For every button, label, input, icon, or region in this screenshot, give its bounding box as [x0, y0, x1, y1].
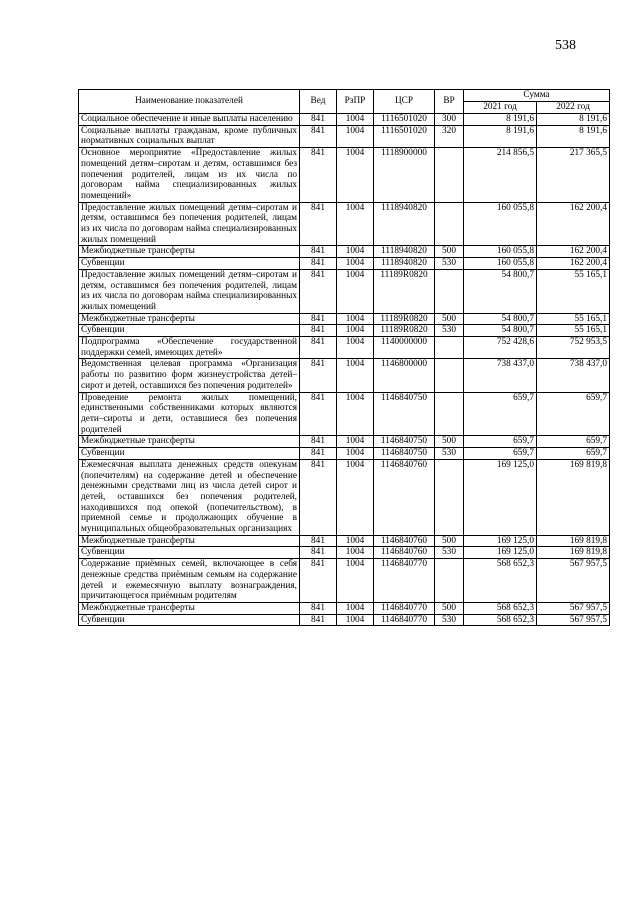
row-name: Предоставление жилых помещений детям–сиротам и детям, оставшимся без попечения родителей, лицам из их числа по договорам найма специализированных жилых помещений — [79, 202, 300, 246]
row-sum-2022: 567 957,5 — [537, 602, 610, 614]
budget-table — [78, 89, 610, 626]
row-sum-2022: 659,7 — [537, 392, 610, 436]
row-sum-2021: 752 428,6 — [464, 337, 537, 359]
header-year-2022: 2022 год — [537, 102, 610, 114]
row-name: Подпрограмма «Обеспечение государственной поддержки семей, имеющих детей» — [79, 337, 300, 359]
row-vr — [435, 148, 464, 203]
table-row — [79, 559, 610, 603]
header-rzpr: РзПР — [337, 90, 374, 114]
row-ved: 841 — [300, 535, 337, 547]
row-rzpr: 1004 — [337, 614, 374, 626]
row-rzpr: 1004 — [337, 246, 374, 258]
table-row — [79, 436, 610, 448]
row-name: Ежемесячная выплата денежных средств опекунам (попечителям) на содержание детей и обеспечение денежными средствами лиц из числа детей сирот и детей, оставшихся без попечения родителей, находившихся под опекой (попечительством), в приемной семье и продолжающих обучение в муниципальных общеобразовательных организациях — [79, 459, 300, 535]
row-rzpr: 1004 — [337, 535, 374, 547]
row-vr: 530 — [435, 547, 464, 559]
row-ved: 841 — [300, 392, 337, 436]
row-sum-2021: 659,7 — [464, 436, 537, 448]
row-vr — [435, 269, 464, 313]
row-csr: 1118900000 — [374, 148, 435, 203]
row-csr: 1146840750 — [374, 448, 435, 460]
row-ved: 841 — [300, 448, 337, 460]
header-csr: ЦСР — [374, 90, 435, 114]
row-name: Социальные выплаты гражданам, кроме публичных нормативных социальных выплат — [79, 125, 300, 147]
row-sum-2022: 752 953,5 — [537, 337, 610, 359]
row-rzpr: 1004 — [337, 602, 374, 614]
row-ved: 841 — [300, 125, 337, 147]
row-sum-2022: 659,7 — [537, 448, 610, 460]
row-name: Субвенции — [79, 614, 300, 626]
row-sum-2021: 54 800,7 — [464, 269, 537, 313]
row-sum-2021: 8 191,6 — [464, 125, 537, 147]
row-name: Проведение ремонта жилых помещений, единственными собственниками которых являются дети–сироты и дети, оставшиеся без попечения родителей — [79, 392, 300, 436]
row-sum-2022: 169 819,8 — [537, 547, 610, 559]
table-row — [79, 325, 610, 337]
row-sum-2022: 55 165,1 — [537, 313, 610, 325]
row-sum-2021: 169 125,0 — [464, 459, 537, 535]
row-sum-2021: 54 800,7 — [464, 325, 537, 337]
row-name: Межбюджетные трансферты — [79, 313, 300, 325]
row-csr: 1118940820 — [374, 246, 435, 258]
row-rzpr: 1004 — [337, 258, 374, 270]
header-name: Наименование показателей — [79, 90, 300, 114]
row-rzpr: 1004 — [337, 148, 374, 203]
row-name: Субвенции — [79, 448, 300, 460]
row-ved: 841 — [300, 459, 337, 535]
row-ved: 841 — [300, 325, 337, 337]
row-sum-2021: 160 055,8 — [464, 202, 537, 246]
row-sum-2022: 8 191,6 — [537, 114, 610, 126]
row-csr: 1146800000 — [374, 359, 435, 392]
row-rzpr: 1004 — [337, 547, 374, 559]
row-vr: 500 — [435, 436, 464, 448]
row-rzpr: 1004 — [337, 459, 374, 535]
row-sum-2021: 169 125,0 — [464, 535, 537, 547]
row-ved: 841 — [300, 313, 337, 325]
row-csr: 1146840760 — [374, 459, 435, 535]
row-vr: 500 — [435, 313, 464, 325]
row-csr: 1146840770 — [374, 602, 435, 614]
row-vr: 320 — [435, 125, 464, 147]
row-vr: 500 — [435, 535, 464, 547]
row-name: Субвенции — [79, 547, 300, 559]
row-rzpr: 1004 — [337, 337, 374, 359]
row-rzpr: 1004 — [337, 114, 374, 126]
row-ved: 841 — [300, 246, 337, 258]
header-sum: Сумма — [464, 90, 610, 102]
row-csr: 1116501020 — [374, 125, 435, 147]
table-row — [79, 148, 610, 203]
table-row — [79, 547, 610, 559]
row-sum-2021: 214 856,5 — [464, 148, 537, 203]
row-name: Предоставление жилых помещений детям–сиротам и детям, оставшимся без попечения родителей, лицам из их числа по договорам найма специализированных жилых помещений — [79, 269, 300, 313]
row-sum-2022: 162 200,4 — [537, 202, 610, 246]
row-csr: 1118940820 — [374, 258, 435, 270]
row-csr: 1146840750 — [374, 436, 435, 448]
row-rzpr: 1004 — [337, 392, 374, 436]
row-csr: 1116501020 — [374, 114, 435, 126]
row-rzpr: 1004 — [337, 202, 374, 246]
table-row — [79, 269, 610, 313]
table-row — [79, 614, 610, 626]
table-body — [79, 114, 610, 626]
table-row — [79, 114, 610, 126]
row-sum-2021: 738 437,0 — [464, 359, 537, 392]
row-sum-2021: 659,7 — [464, 448, 537, 460]
row-sum-2021: 54 800,7 — [464, 313, 537, 325]
row-rzpr: 1004 — [337, 436, 374, 448]
row-csr: 1146840770 — [374, 559, 435, 603]
row-rzpr: 1004 — [337, 559, 374, 603]
table-row — [79, 246, 610, 258]
row-vr — [435, 359, 464, 392]
row-sum-2022: 162 200,4 — [537, 246, 610, 258]
row-ved: 841 — [300, 258, 337, 270]
row-ved: 841 — [300, 114, 337, 126]
row-ved: 841 — [300, 359, 337, 392]
row-sum-2021: 568 652,3 — [464, 602, 537, 614]
table-row — [79, 392, 610, 436]
row-ved: 841 — [300, 148, 337, 203]
table-row — [79, 448, 610, 460]
row-ved: 841 — [300, 602, 337, 614]
row-csr: 1146840760 — [374, 547, 435, 559]
row-sum-2022: 659,7 — [537, 436, 610, 448]
row-sum-2022: 567 957,5 — [537, 559, 610, 603]
row-rzpr: 1004 — [337, 359, 374, 392]
table-row — [79, 459, 610, 535]
row-vr: 500 — [435, 246, 464, 258]
row-sum-2021: 568 652,3 — [464, 614, 537, 626]
page-number: 538 — [555, 38, 576, 53]
row-name: Субвенции — [79, 258, 300, 270]
row-sum-2021: 659,7 — [464, 392, 537, 436]
table-row — [79, 258, 610, 270]
row-rzpr: 1004 — [337, 269, 374, 313]
row-csr: 11189R0820 — [374, 325, 435, 337]
row-ved: 841 — [300, 202, 337, 246]
row-ved: 841 — [300, 547, 337, 559]
row-name: Межбюджетные трансферты — [79, 246, 300, 258]
row-name: Межбюджетные трансферты — [79, 436, 300, 448]
row-name: Основное мероприятие «Предоставление жилых помещений детям–сиротам и детям, оставшимся без попечения родителей, лицам из их числа по договорам найма специализированных жилых помещений» — [79, 148, 300, 203]
row-name: Содержание приёмных семей, включающее в себя денежные средства приёмным семьям на содержание детей и ежемесячную выплату вознаграждения, причитающегося приёмным родителям — [79, 559, 300, 603]
row-ved: 841 — [300, 614, 337, 626]
row-vr — [435, 202, 464, 246]
row-sum-2022: 567 957,5 — [537, 614, 610, 626]
header-vr: ВР — [435, 90, 464, 114]
header-year-2021: 2021 год — [464, 102, 537, 114]
row-rzpr: 1004 — [337, 325, 374, 337]
row-rzpr: 1004 — [337, 313, 374, 325]
row-ved: 841 — [300, 436, 337, 448]
table-row — [79, 202, 610, 246]
row-vr — [435, 392, 464, 436]
row-csr: 1146840750 — [374, 392, 435, 436]
row-name: Межбюджетные трансферты — [79, 602, 300, 614]
row-name: Ведомственная целевая программа «Организация работы по развитию форм жизнеустройства детей–сирот и детей, оставшихся без попечения родителей» — [79, 359, 300, 392]
row-vr: 530 — [435, 325, 464, 337]
table-row — [79, 337, 610, 359]
table-row — [79, 359, 610, 392]
row-sum-2021: 169 125,0 — [464, 547, 537, 559]
row-ved: 841 — [300, 337, 337, 359]
row-sum-2022: 217 365,5 — [537, 148, 610, 203]
row-csr: 1146840760 — [374, 535, 435, 547]
row-sum-2022: 55 165,1 — [537, 325, 610, 337]
header-ved: Вед — [300, 90, 337, 114]
row-vr — [435, 459, 464, 535]
row-sum-2021: 8 191,6 — [464, 114, 537, 126]
row-csr: 1118940820 — [374, 202, 435, 246]
row-vr — [435, 337, 464, 359]
row-sum-2022: 162 200,4 — [537, 258, 610, 270]
row-sum-2022: 169 819,8 — [537, 459, 610, 535]
row-ved: 841 — [300, 559, 337, 603]
table-row — [79, 313, 610, 325]
row-ved: 841 — [300, 269, 337, 313]
row-rzpr: 1004 — [337, 125, 374, 147]
row-vr: 300 — [435, 114, 464, 126]
row-vr: 530 — [435, 258, 464, 270]
row-name: Субвенции — [79, 325, 300, 337]
row-csr: 11189R0820 — [374, 269, 435, 313]
row-csr: 1140000000 — [374, 337, 435, 359]
row-sum-2021: 568 652,3 — [464, 559, 537, 603]
row-name: Межбюджетные трансферты — [79, 535, 300, 547]
table-row — [79, 535, 610, 547]
row-sum-2022: 8 191,6 — [537, 125, 610, 147]
row-sum-2022: 169 819,8 — [537, 535, 610, 547]
table-row — [79, 125, 610, 147]
row-sum-2022: 55 165,1 — [537, 269, 610, 313]
row-vr — [435, 559, 464, 603]
row-sum-2021: 160 055,8 — [464, 246, 537, 258]
table-row — [79, 602, 610, 614]
row-sum-2022: 738 437,0 — [537, 359, 610, 392]
row-csr: 1146840770 — [374, 614, 435, 626]
row-vr: 530 — [435, 614, 464, 626]
row-csr: 11189R0820 — [374, 313, 435, 325]
table-header — [79, 90, 610, 114]
row-vr: 530 — [435, 448, 464, 460]
row-vr: 500 — [435, 602, 464, 614]
row-rzpr: 1004 — [337, 448, 374, 460]
row-sum-2021: 160 055,8 — [464, 258, 537, 270]
row-name: Социальное обеспечение и иные выплаты населению — [79, 114, 300, 126]
